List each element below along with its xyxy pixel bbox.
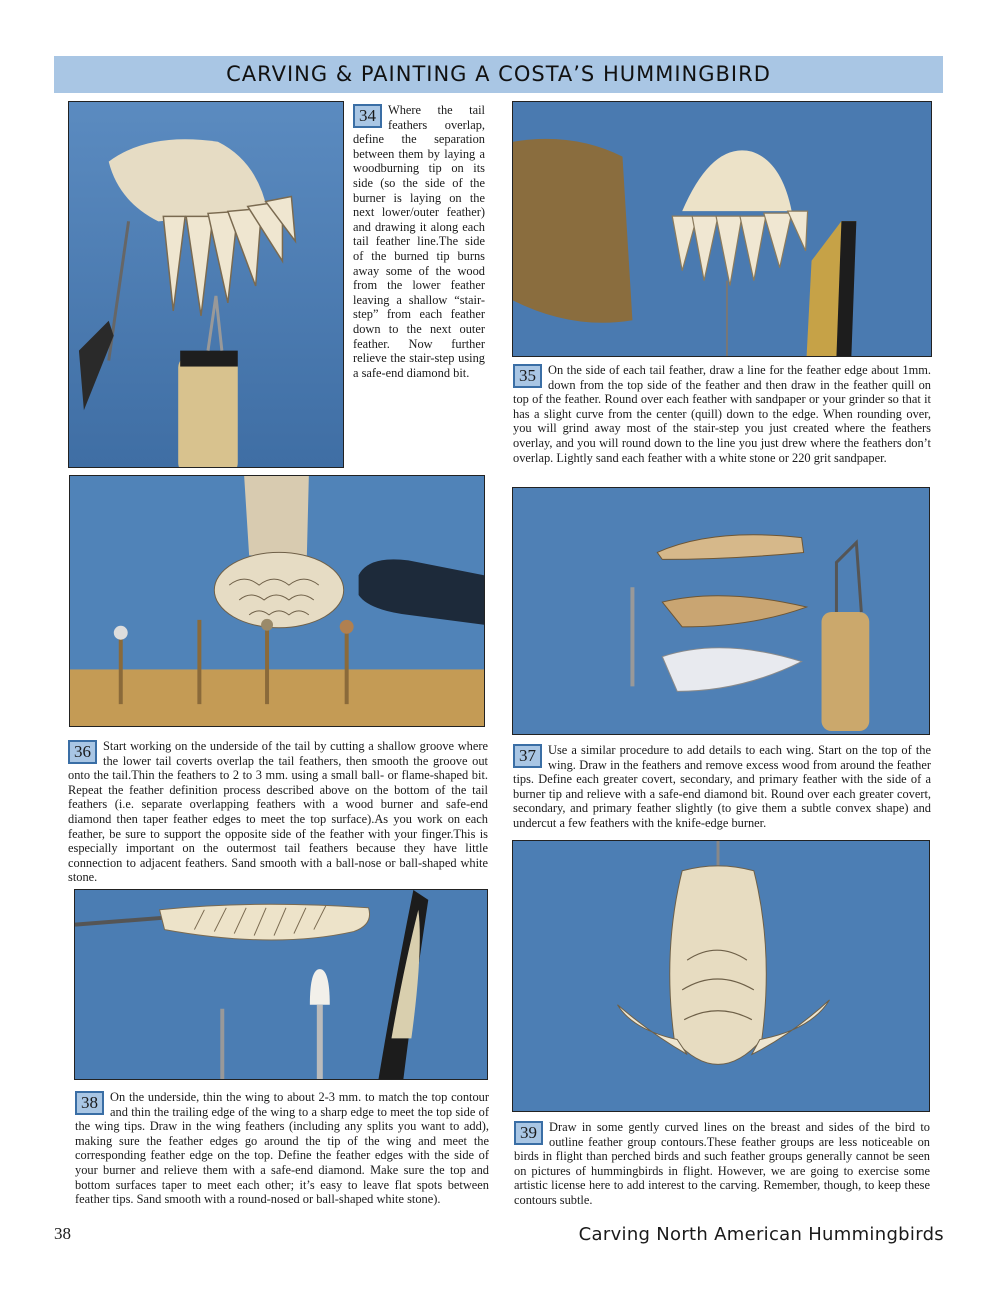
page-number: 38 (54, 1224, 71, 1243)
chapter-title: CARVING & PAINTING A COSTA’S HUMMINGBIRD (226, 62, 771, 86)
step-35-number-badge: 35 (513, 364, 542, 388)
step-35-text: On the side of each tail feather, draw a line for the feather edge about 1mm. down from the top side of the feather and then draw in the feather quill on top of the feather. Round over each feather with sandpaper or your grinder so that it has a slight curve from the center (quill) down to the edge. When rounding over, you will grind away most of the stair-step you just created where the feathers overlay, and you will round down to the line you just drew where the feathers don’t overlap. Lightly sand each feather with a white stone or 220 grit sandpaper. (513, 363, 931, 465)
photo-step-39 (512, 840, 930, 1112)
step-34-paragraph (353, 103, 485, 380)
step-36-number-badge: 36 (68, 740, 97, 764)
step-34-text: Where the tail feathers overlap, define the separation between them by laying a woodburning tip on its side (so the side of the burner is laying on the next lower/outer feather) and drawing it along each tail feather line.The side of the burned tip burns away some of the wood from the lower feather leaving a shallow “stair-step” from each feather down to the next outer feather. Now further relieve the stair-step using a safe-end diamond bit. (353, 103, 485, 380)
step-39-text: Draw in some gently curved lines on the breast and sides of the bird to outline feather group contours.These feather groups are less noticeable on birds in flight than perched birds and such feather groups generally cannot be seen on pictures of hummingbirds in flight. However, we are going to exercise some artistic license here to add interest to the carving. Remember, though, to keep these contours subtle. (514, 1120, 930, 1207)
chapter-header-band (54, 56, 943, 93)
step-39-paragraph (514, 1120, 930, 1208)
step-36-paragraph (68, 739, 488, 885)
step-37-paragraph (513, 743, 931, 831)
running-footer-book-title: Carving North American Hummingbirds (578, 1224, 944, 1245)
photo-step-35 (512, 101, 932, 357)
photo-step-37 (512, 487, 930, 735)
step-39-number-badge: 39 (514, 1121, 543, 1145)
step-36-text: Start working on the underside of the tail by cutting a shallow groove where the lower tail coverts overlap the tail feathers, then smooth the groove out onto the tail.Thin the feathers to 2 to 3 mm. using a small ball- or flame-shaped bit. Repeat the feather definition process described above on the bottom of the tail feathers (i.e. separate overlapping feathers with a wood burner and safe-end diamond then taper feather edges to meet the top surface).As you work on each feather, be sure to support the opposite side of the feather with your finger.This is especially important on the outermost tail feathers because they have little connection to adjacent feathers. Sand smooth with a ball-nose or ball-shaped white stone. (68, 739, 488, 885)
step-38-text: On the underside, thin the wing to about 2-3 mm. to match the top contour and thin the trailing edge of the wing to a sharp edge to meet the top side of the wing tips. Draw in the wing feathers (including any splits you want to add), making sure the feather edges go around the tip of the wing and meet the corresponding feather edge on the top. Define the feather edges with the side of your burner and relieve them with a safe-end diamond. Make sure the top and bottom surfaces taper to meet each other; it’s easy to leave flat spots between feather tips. Sand smooth with a round-nosed or ball-shaped white stone). (75, 1090, 489, 1207)
photo-step-36 (69, 475, 485, 727)
photo-step-38 (74, 889, 488, 1080)
step-38-number-badge: 38 (75, 1091, 104, 1115)
step-37-text: Use a similar procedure to add details to each wing. Start on the top of the wing. Draw in the feathers and remove excess wood from around the feather tips. Define each greater covert, secondary, and primary feather with the side of a burner tip and relieve with a safe-end diamond bit. Round over each greater covert, secondary, and primary feather slightly (to give them a subtle convex shape) and undercut a few feathers with the knife-edge burner. (513, 743, 931, 830)
photo-step-34 (68, 101, 344, 468)
step-38-paragraph (75, 1090, 489, 1207)
step-34-number-badge: 34 (353, 104, 382, 128)
step-35-paragraph (513, 363, 931, 465)
step-37-number-badge: 37 (513, 744, 542, 768)
